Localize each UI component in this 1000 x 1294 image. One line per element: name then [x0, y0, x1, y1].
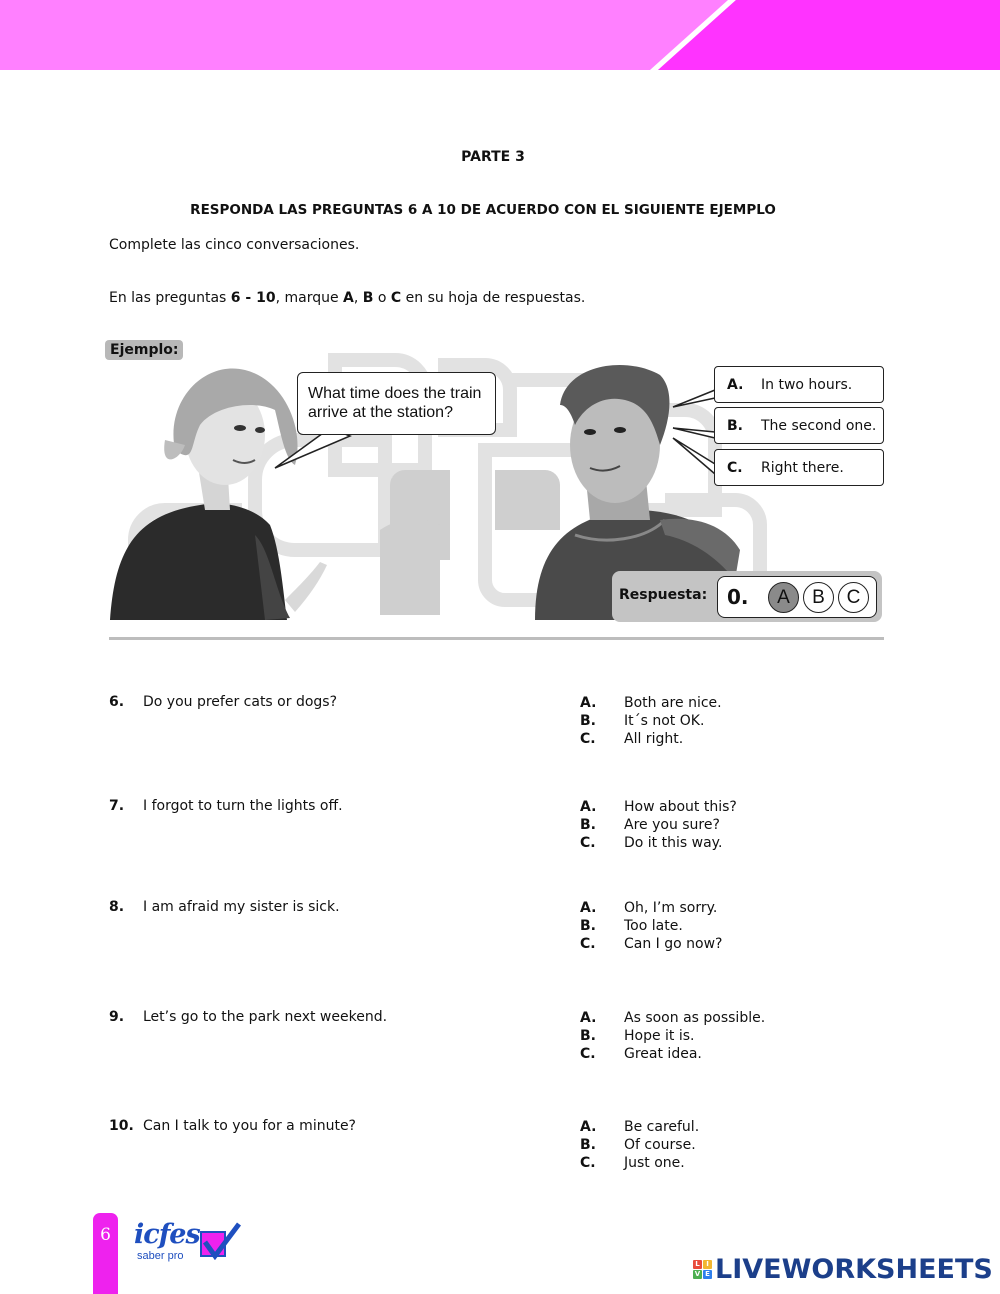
icfes-logo-subtitle: saber pro [137, 1250, 184, 1262]
option-row[interactable]: C. Can I go now? [580, 936, 723, 952]
option-row[interactable]: A. How about this? [580, 799, 737, 815]
question-9: 9. Let’s go to the park next weekend. [109, 1009, 388, 1025]
page-number: 6 [93, 1213, 118, 1294]
instruction-heading: RESPONDA LAS PREGUNTAS 6 A 10 DE ACUERDO CON EL SIGUIENTE EJEMPLO [190, 202, 776, 218]
page-title: PARTE 3 [461, 149, 525, 165]
instruction-line-2: En las preguntas 6 - 10, marque A, B o C en su hoja de respuestas. [109, 290, 586, 306]
option-row[interactable]: C. Do it this way. [580, 835, 723, 851]
option-row[interactable]: B. Hope it is. [580, 1028, 695, 1044]
example-option-a: A. In two hours. [714, 366, 884, 403]
question-8: 8. I am afraid my sister is sick. [109, 899, 340, 915]
question-8-options [580, 899, 722, 953]
liveworksheets-icon: L I V E [693, 1260, 712, 1279]
liveworksheets-text: LIVEWORKSHEETS [715, 1254, 993, 1285]
option-row[interactable]: C. All right. [580, 731, 684, 747]
example-tag: Ejemplo: [105, 340, 183, 360]
option-row[interactable]: B. Are you sure? [580, 817, 720, 833]
question-7: 7. I forgot to turn the lights off. [109, 798, 343, 814]
example-option-b: B. The second one. [714, 407, 884, 444]
answer-bubble-b[interactable]: B [803, 582, 834, 613]
option-row[interactable]: A. As soon as possible. [580, 1010, 766, 1026]
option-row[interactable]: B. Too late. [580, 918, 683, 934]
instruction-line-1: Complete las cinco conversaciones. [109, 237, 360, 253]
question-6-options [580, 694, 722, 748]
option-row[interactable]: A. Oh, I’m sorry. [580, 900, 718, 916]
option-row[interactable]: C. Great idea. [580, 1046, 702, 1062]
example-option-c: C. Right there. [714, 449, 884, 486]
question-7-options [580, 798, 737, 852]
speech-bubble: What time does the train arrive at the station? [297, 372, 496, 435]
option-row[interactable]: A. Both are nice. [580, 695, 722, 711]
option-row[interactable]: B. Of course. [580, 1137, 696, 1153]
question-6: 6. Do you prefer cats or dogs? [109, 694, 338, 710]
icfes-logo: icfes [134, 1219, 200, 1250]
section-divider [109, 637, 884, 640]
question-10: 10. Can I talk to you for a minute? [109, 1118, 356, 1134]
answer-label: Respuesta: [619, 587, 708, 603]
top-banner [0, 0, 1000, 72]
answer-bubble-c[interactable]: C [838, 582, 869, 613]
question-10-options [580, 1118, 699, 1172]
check-icon [199, 1222, 241, 1260]
liveworksheets-brand[interactable] [693, 1254, 993, 1285]
question-9-options [580, 1009, 765, 1063]
option-row[interactable]: B. It´s not OK. [580, 713, 705, 729]
answer-bubble-a[interactable]: A [768, 582, 799, 613]
answer-number: 0. [727, 585, 749, 609]
option-row[interactable]: A. Be careful. [580, 1119, 700, 1135]
option-row[interactable]: C. Just one. [580, 1155, 685, 1171]
